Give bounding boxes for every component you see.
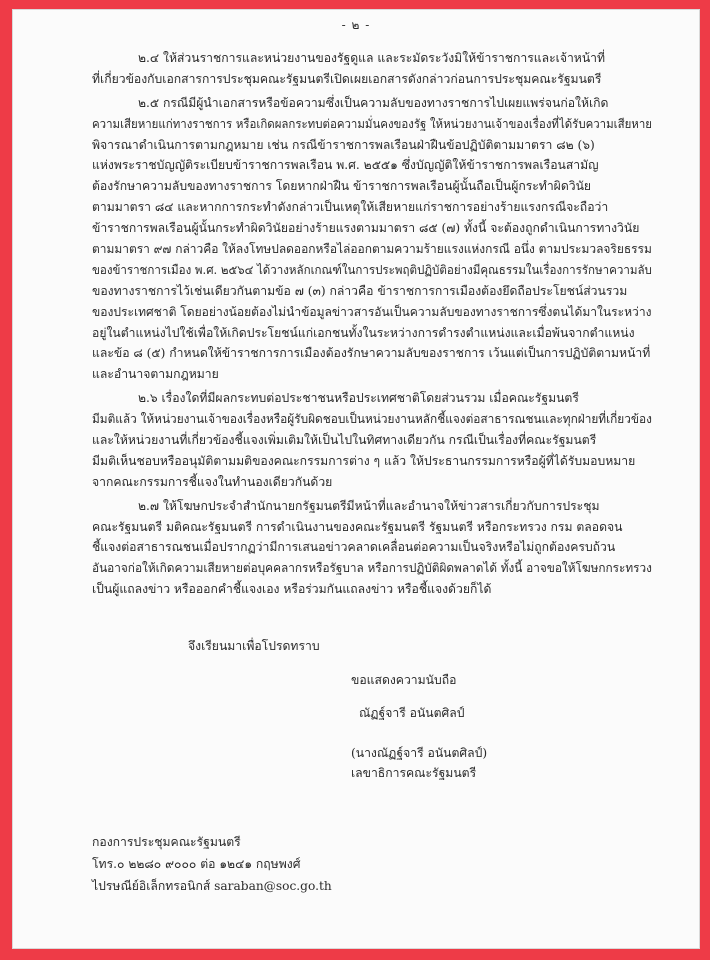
footer-email[interactable]: ไปรษณีย์อิเล็กทรอนิกส์ saraban@soc.go.th bbox=[92, 879, 332, 893]
footer-office: กองการประชุมคณะรัฐมนตรี bbox=[92, 835, 241, 849]
page-number: - ๒ - bbox=[341, 18, 371, 32]
signature-name: ณัฏฐ์จารี อนันตศิลป์ bbox=[359, 706, 465, 720]
paragraph-line: ตามมาตรา ๙๗ กล่าวคือ ให้ลงโทษปลดออกหรือไล่ออกตามความร้ายแรงแห่งกรณี อนึ่ง ตามประมวลจริยธรรม bbox=[92, 242, 652, 257]
footer-phone: โทร.๐ ๒๒๘๐ ๙๐๐๐ ต่อ ๑๒๔๑ กฤษพงศ์ bbox=[92, 857, 301, 871]
document-body bbox=[92, 48, 652, 600]
paragraph-line: จากคณะกรรมการชี้แจงในทำนองเดียวกันด้วย bbox=[92, 474, 333, 489]
paragraph-line: ตามมาตรา ๘๔ และหากการกระทำดังกล่าวเป็นเหตุให้เสียหายแก่ราชการอย่างร้ายแรงกรณีจะถือว่า bbox=[92, 200, 609, 215]
paragraph-line: ๒.๖ เรื่องใดที่มีผลกระทบต่อประชาชนหรือประเทศชาติโดยส่วนรวม เมื่อคณะรัฐมนตรี bbox=[138, 391, 579, 406]
paragraph-line: ๒.๔ ให้ส่วนราชการและหน่วยงานของรัฐดูแล และระมัดระวังมิให้ข้าราชการและเจ้าหน้าที่ bbox=[138, 51, 606, 65]
paragraph-line: และข้อ ๘ (๕) กำหนดให้ข้าราชการการเมืองต้องรักษาความลับของราชการ เว้นแต่เป็นการปฏิบัติตามหน้าที่ bbox=[92, 346, 651, 361]
closing-phrase: จึงเรียนมาเพื่อโปรดทราบ bbox=[188, 639, 320, 653]
paragraph-2-4 bbox=[92, 48, 652, 90]
paragraph-line: ของข้าราชการเมือง พ.ศ. ๒๕๖๔ ได้วางหลักเกณฑ์ในการประพฤติปฏิบัติอย่างมีคุณธรรมในเรื่องการรักษาความลับ bbox=[92, 262, 652, 277]
paragraph-line: พิจารณาดำเนินการตามกฎหมาย เช่น กรณีข้าราชการพลเรือนฝ่าฝืนข้อปฏิบัติตามมาตรา ๘๒ (๖) bbox=[92, 137, 595, 152]
paragraph-line: คณะรัฐมนตรี มติคณะรัฐมนตรี การดำเนินงานของคณะรัฐมนตรี รัฐมนตรี หรือกระทรวง กรม ตลอดจน bbox=[92, 519, 623, 534]
paragraph-line: เป็นผู้แถลงข่าว หรือออกคำชี้แจงเอง หรือร่วมกันแถลงข่าว หรือชี้แจงด้วยก็ได้ bbox=[92, 582, 492, 597]
paragraph-2-7 bbox=[92, 496, 652, 600]
paragraph-line: มีมติเห็นชอบหรืออนุมัติตามมติของคณะกรรมการต่าง ๆ แล้ว ให้ประธานกรรมการหรือผู้ที่ได้รับมอบหมาย bbox=[92, 453, 636, 468]
paragraph-line: แห่งพระราชบัญญัติระเบียบข้าราชการพลเรือน พ.ศ. ๒๕๕๑ ซึ่งบัญญัติให้ข้าราชการพลเรือนสามัญ bbox=[92, 158, 599, 173]
printed-name: (นางณัฏฐ์จารี อนันตศิลป์) bbox=[351, 746, 488, 760]
paragraph-line: และให้หน่วยงานที่เกี่ยวข้องชี้แจงเพิ่มเติมให้เป็นไปในทิศทางเดียวกัน กรณีเป็นเรื่องที่คณะรัฐมนตรี bbox=[92, 433, 597, 448]
paragraph-line: ข้าราชการพลเรือนผู้นั้นกระทำผิดวินัยอย่างร้ายแรงตามมาตรา ๘๕ (๗) ทั้งนี้ จะต้องถูกดำเนินการทางวินัย bbox=[92, 221, 640, 236]
paragraph-line: อยู่ในตำแหน่งไปใช้เพื่อให้เกิดประโยชน์แก่เอกชนทั้งในระหว่างการดำรงตำแหน่งและเมื่อพ้นจากตำแหน่ง bbox=[92, 325, 635, 340]
document-page bbox=[13, 10, 699, 948]
paragraph-2-5 bbox=[92, 93, 652, 385]
paragraph-line: อันอาจก่อให้เกิดความเสียหายต่อบุคคลากรหรือรัฐบาล หรือการปฏิบัติผิดพลาดได้ ทั้งนี้ อาจขอให้โฆษกกระทรวง bbox=[92, 561, 652, 576]
paragraph-line: มีมติแล้ว ให้หน่วยงานเจ้าของเรื่องหรือผู้รับผิดชอบเป็นหน่วยงานหลักชี้แจงต่อสาธารณชนและทุกฝ่ายที่เกี่ยวข้อง bbox=[92, 412, 652, 427]
paragraph-line: ชี้แจงต่อสาธารณชนเมื่อปรากฏว่ามีการเสนอข่าวคลาดเคลื่อนต่อความเป็นจริงหรือไม่ถูกต้องครบถ้วน bbox=[92, 540, 616, 555]
regards-line: ขอแสดงความนับถือ bbox=[351, 673, 457, 687]
paragraph-line: ของประเทศชาติ โดยอย่างน้อยต้องไม่นำข้อมูลข่าวสารอันเป็นความลับของทางราชการซึ่งตนได้มาในระหว่าง bbox=[92, 304, 652, 319]
paragraph-line: ต้องรักษาความลับของทางราชการ โดยหากฝ่าฝืน ข้าราชการพลเรือนผู้นั้นถือเป็นผู้กระทำผิดวินัย bbox=[92, 179, 592, 194]
paragraph-line: ของทางราชการไว้เช่นเดียวกันตามข้อ ๗ (๓) กล่าวคือ ข้าราชการการเมืองต้องยึดถือประโยชน์ส่วนรวม bbox=[92, 283, 628, 298]
paragraph-line: ความเสียหายแก่ทางราชการ หรือเกิดผลกระทบต่อความมั่นคงของรัฐ ให้หน่วยงานเจ้าของเรื่องที่ได้รับความเสียหาย bbox=[92, 116, 652, 131]
paragraph-line: ที่เกี่ยวข้องกับเอกสารการประชุมคณะรัฐมนตรีเปิดเผยเอกสารดังกล่าวก่อนการประชุมคณะรัฐมนตรี bbox=[92, 71, 602, 86]
paragraph-2-6 bbox=[92, 388, 652, 492]
paragraph-line: ๒.๕ กรณีมีผู้นำเอกสารหรือข้อความซึ่งเป็นความลับของทางราชการไปเผยแพร่จนก่อให้เกิด bbox=[138, 95, 609, 110]
footer-contact bbox=[92, 831, 332, 897]
paragraph-line: ๒.๗ ให้โฆษกประจำสำนักนายกรัฐมนตรีมีหน้าที่และอำนาจให้ข่าวสารเกี่ยวกับการประชุม bbox=[138, 498, 600, 513]
paragraph-line: และอำนาจตามกฎหมาย bbox=[92, 367, 219, 382]
signer-position: เลขาธิการคณะรัฐมนตรี bbox=[351, 766, 477, 780]
